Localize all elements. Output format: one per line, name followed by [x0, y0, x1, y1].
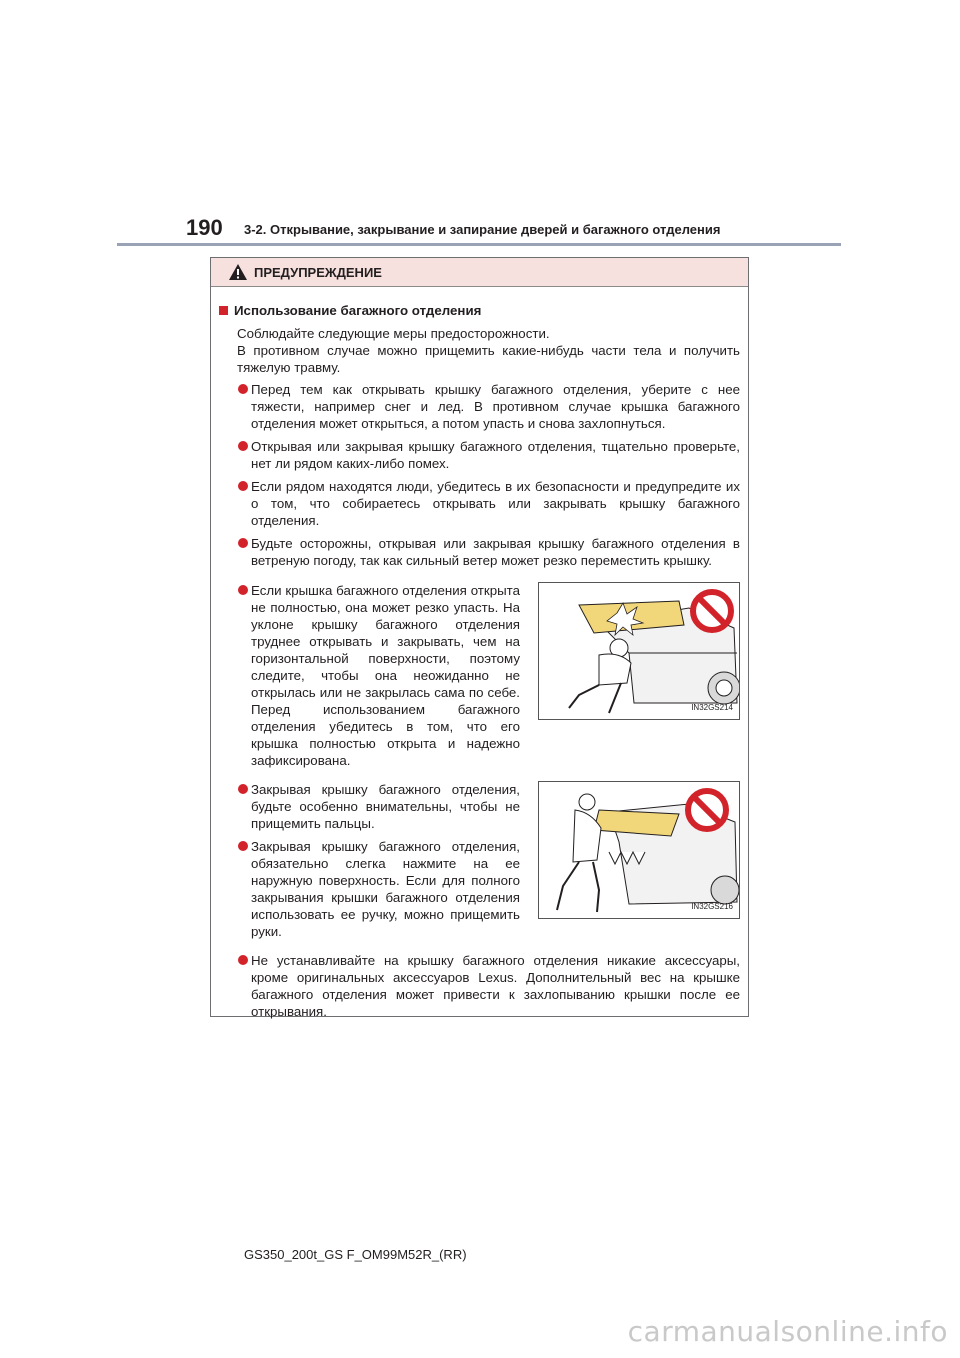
bullet-icon	[238, 585, 248, 595]
intro-paragraph	[237, 325, 740, 376]
figure-2-text	[219, 781, 520, 946]
figure-code: IN32GS214	[691, 703, 733, 712]
list-item-text: Закрывая крышку багажного отделения, будьте особенно внимательны, чтобы не прищемить пальцы.	[251, 782, 520, 831]
warning-content	[211, 287, 748, 1019]
section-title: 3-2. Открывание, закрывание и запирание дверей и багажного отделения	[244, 222, 721, 237]
list-item	[219, 781, 520, 832]
document-code: GS350_200t_GS F_OM99M52R_(RR)	[244, 1247, 467, 1262]
warning-subheading	[219, 302, 740, 319]
figure-row-1	[219, 582, 740, 775]
list-item	[219, 478, 740, 529]
bullet-icon	[238, 955, 248, 965]
figure-closing-trunk	[538, 781, 740, 919]
figure-trunk-lid-falling	[538, 582, 740, 720]
square-bullet-icon	[219, 306, 228, 315]
figure-row-2	[219, 781, 740, 946]
list-item	[219, 381, 740, 432]
list-item-text: Будьте осторожны, открывая или закрывая крышку багажного отделения в ветреную погоду, так как сильный ветер может резко переместить крышку.	[251, 536, 740, 568]
bullet-icon	[238, 841, 248, 851]
list-item-text: Если крышка багажного отделения открыта не полностью, она может резко упасть. На уклоне крышку багажного отделения труднее открывать и закрывать, чем на горизонтальной поверхности, поэтому следите, чтобы она неожиданно не открылась или не закрылась сама по себе. Перед использованием багажного отделения убедитесь в том, что его крышка полностью открыта и надежно зафиксирована.	[251, 583, 520, 768]
list-item-text: Перед тем как открывать крышку багажного отделения, уберите с нее тяжести, например снег и лед. В противном случае крышка багажного отделения может открыться, а потом упасть и снова захлопнуться.	[251, 382, 740, 431]
list-item	[219, 582, 520, 769]
figure-1-text	[219, 582, 520, 775]
watermark: carmanualsonline.info	[627, 1315, 948, 1348]
bullet-icon	[238, 384, 248, 394]
figure-code: IN32GS216	[691, 902, 733, 911]
bullet-icon	[238, 441, 248, 451]
list-item-text: Закрывая крышку багажного отделения, обязательно слегка нажмите на ее наружную поверхность. Если для полного закрывания крышки багажного отделения использовать ее ручку, можно прищемить руки.	[251, 839, 520, 939]
list-item-text: Если рядом находятся люди, убедитесь в их безопасности и предупредите их о том, что собираетесь открывать или закрывать крышку багажного отделения.	[251, 479, 740, 528]
warning-header	[211, 258, 748, 287]
warning-box	[210, 257, 749, 1017]
intro-line-1: Соблюдайте следующие меры предосторожности.	[237, 326, 550, 341]
list-item	[219, 952, 740, 1020]
warning-title: ПРЕДУПРЕЖДЕНИЕ	[254, 264, 382, 280]
list-item-text: Не устанавливайте на крышку багажного отделения никакие аксессуары, кроме оригинальных аксессуаров Lexus. Дополнительный вес на крышке багажного отделения может привести к захлопыванию крышки после ее открывания.	[251, 953, 740, 1019]
list-item-text: Открывая или закрывая крышку багажного отделения, тщательно проверьте, нет ли рядом каких-либо помех.	[251, 439, 740, 471]
header-divider	[117, 243, 841, 246]
bullet-icon	[238, 481, 248, 491]
warning-triangle-icon	[228, 263, 248, 281]
list-item	[219, 838, 520, 940]
bullet-icon	[238, 538, 248, 548]
list-item	[219, 535, 740, 569]
list-item	[219, 438, 740, 472]
bullet-icon	[238, 784, 248, 794]
page-number: 190	[186, 215, 223, 240]
subheading-text: Использование багажного отделения	[234, 303, 482, 318]
intro-line-2: В противном случае можно прищемить какие-нибудь части тела и получить тяжелую травму.	[237, 343, 740, 375]
